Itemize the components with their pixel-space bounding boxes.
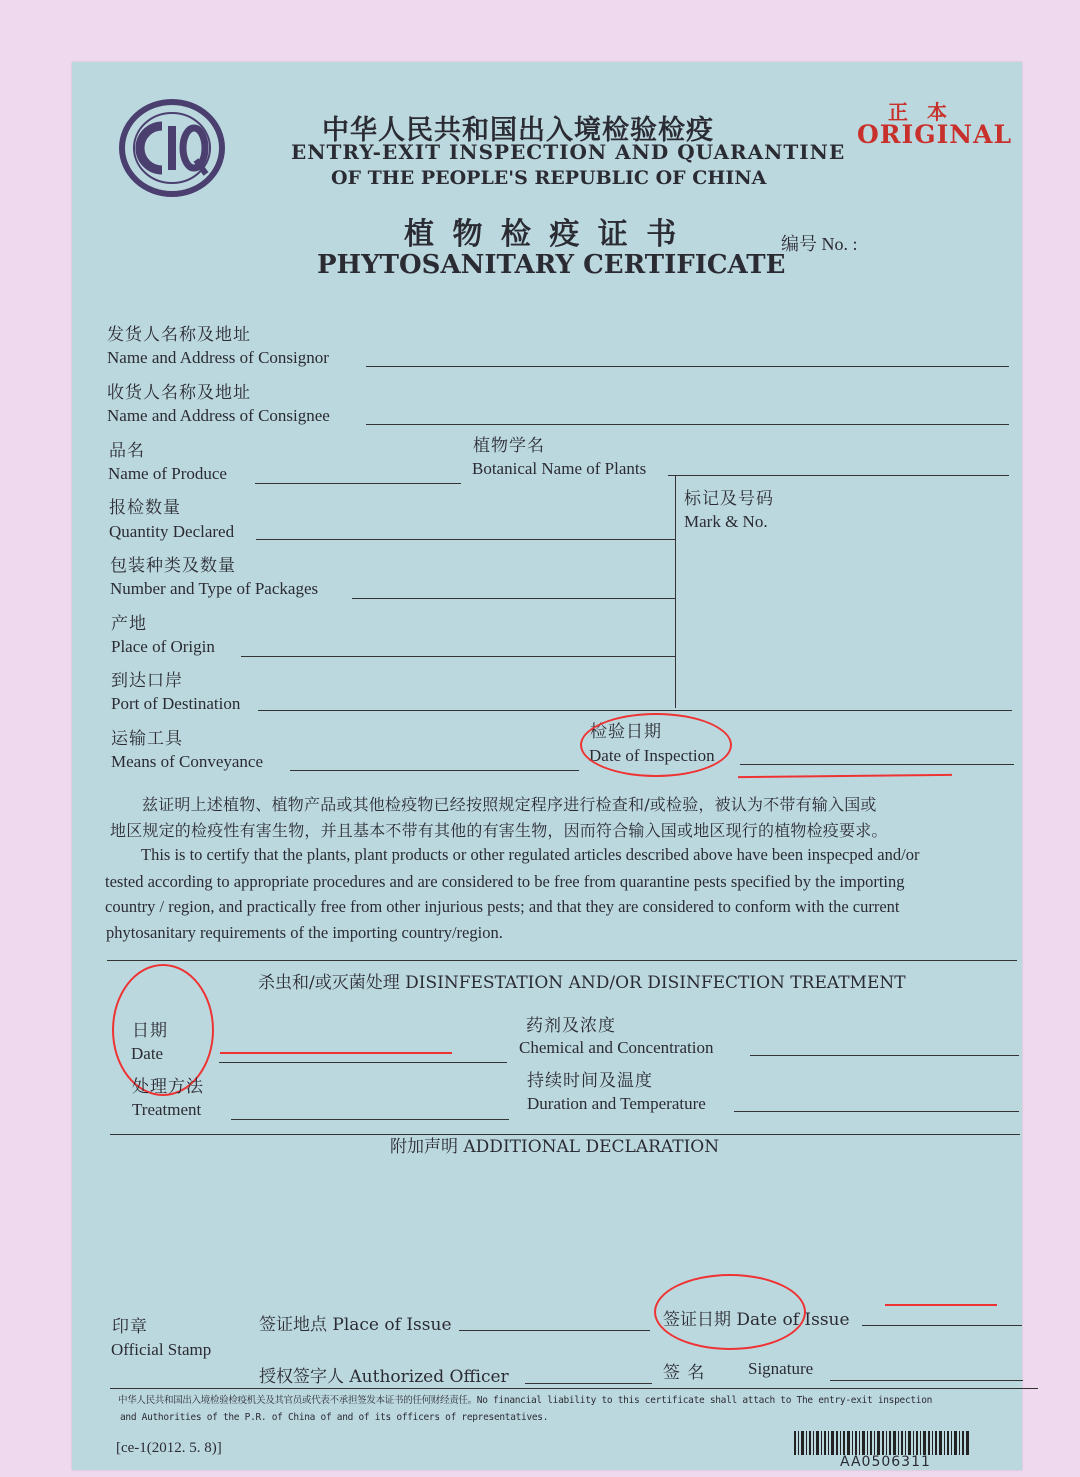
produce-label-en: Name of Produce bbox=[108, 464, 227, 483]
authority-en-1: ENTRY-EXIT INSPECTION AND QUARANTINE bbox=[291, 140, 846, 164]
quantity-label-en: Quantity Declared bbox=[109, 522, 235, 541]
origin-label-en: Place of Origin bbox=[111, 637, 215, 656]
conveyance-label-cn: 运输工具 bbox=[111, 729, 183, 749]
duration-field[interactable] bbox=[734, 1111, 1019, 1112]
origin-field[interactable] bbox=[241, 656, 675, 657]
consignee-field[interactable] bbox=[366, 424, 1009, 425]
original-en: ORIGINAL bbox=[857, 120, 1013, 149]
consignee-label-en: Name and Address of Consignee bbox=[107, 406, 330, 425]
red-underline-annotation bbox=[885, 1304, 997, 1306]
title-cn: 植 物 检 疫 证 书 bbox=[404, 217, 681, 252]
stamp-label-en: Official Stamp bbox=[111, 1340, 212, 1359]
conveyance-field[interactable] bbox=[290, 770, 579, 771]
botanical-label-en: Botanical Name of Plants bbox=[472, 459, 647, 478]
mark-label-en: Mark & No. bbox=[684, 512, 768, 531]
liability-line-2: and Authorities of the P.R. of China of and of its officers of representatives. bbox=[120, 1412, 549, 1423]
chemical-label-en: Chemical and Concentration bbox=[519, 1038, 714, 1057]
treatment-date-label-cn: 日期 bbox=[132, 1021, 168, 1041]
consignee-label-cn: 收货人名称及地址 bbox=[107, 383, 251, 403]
consignor-label-en: Name and Address of Consignor bbox=[107, 348, 329, 367]
place-of-issue-field[interactable] bbox=[459, 1330, 650, 1331]
mark-label-cn: 标记及号码 bbox=[684, 489, 774, 509]
stamp-label-cn: 印章 bbox=[112, 1317, 148, 1337]
treatment-date-label-en: Date bbox=[131, 1044, 164, 1063]
packages-label-cn: 包装种类及数量 bbox=[110, 556, 236, 576]
date-of-issue-label: 签证日期 Date of Issue bbox=[663, 1310, 850, 1330]
treatment-method-label-cn: 处理方法 bbox=[132, 1077, 204, 1097]
produce-field[interactable] bbox=[255, 483, 461, 484]
title-en: PHYTOSANITARY CERTIFICATE bbox=[317, 250, 786, 280]
origin-label-cn: 产地 bbox=[111, 614, 147, 634]
certification-cn-line-1: 兹证明上述植物、植物产品或其他检疫物已经按照规定程序进行检查和/或检验，被认为不带有输入国或 bbox=[142, 795, 877, 814]
inspection-label-en: Date of Inspection bbox=[589, 746, 715, 765]
place-of-issue-label: 签证地点 Place of Issue bbox=[259, 1315, 452, 1335]
conveyance-label-en: Means of Conveyance bbox=[111, 752, 264, 771]
packages-field[interactable] bbox=[352, 598, 675, 599]
inspection-label-cn: 检验日期 bbox=[590, 722, 662, 742]
authorized-officer-field[interactable] bbox=[525, 1383, 652, 1384]
treatment-date-field[interactable] bbox=[219, 1062, 507, 1063]
certification-en-line-4: phytosanitary requirements of the importing country/region. bbox=[106, 923, 503, 942]
consignor-label-cn: 发货人名称及地址 bbox=[107, 325, 251, 345]
inspection-date-field[interactable] bbox=[740, 764, 1014, 765]
date-of-issue-field[interactable] bbox=[862, 1325, 1022, 1326]
signature-label-en: Signature bbox=[748, 1359, 814, 1378]
certificate-number-label: 编号 No. : bbox=[781, 234, 858, 254]
mark-box-left-border bbox=[675, 476, 676, 708]
destination-label-cn: 到达口岸 bbox=[111, 671, 183, 691]
original-cn: 正 本 bbox=[888, 100, 953, 124]
signature-field[interactable] bbox=[830, 1380, 1023, 1381]
botanical-label-cn: 植物学名 bbox=[473, 436, 545, 456]
certification-en-line-2: tested according to appropriate procedures and are considered to be free from quarantine pests specified by the importing bbox=[105, 872, 905, 891]
treatment-method-label-en: Treatment bbox=[132, 1100, 202, 1119]
treatment-method-field[interactable] bbox=[231, 1119, 509, 1120]
additional-declaration-heading: 附加声明 ADDITIONAL DECLARATION bbox=[390, 1137, 720, 1157]
consignor-field[interactable] bbox=[366, 366, 1009, 367]
quantity-label-cn: 报检数量 bbox=[109, 498, 181, 518]
destination-label-en: Port of Destination bbox=[111, 694, 241, 713]
red-circle-annotation bbox=[580, 713, 732, 777]
treatment-heading: 杀虫和/或灭菌处理 DISINFESTATION AND/OR DISINFECTION TREATMENT bbox=[258, 973, 906, 993]
authorized-officer-label: 授权签字人 Authorized Officer bbox=[259, 1367, 509, 1387]
liability-line-1: 中华人民共和国出入境检验检疫机关及其官员或代表不承担签发本证书的任何财经责任。No financial liability to this certificate shall attach to The entry-exit inspection bbox=[118, 1395, 933, 1406]
botanical-field[interactable] bbox=[668, 475, 1009, 476]
duration-label-en: Duration and Temperature bbox=[527, 1094, 706, 1113]
signature-label-cn: 签 名 bbox=[663, 1363, 706, 1383]
additional-declaration-area[interactable] bbox=[110, 1160, 1020, 1290]
certification-en-line-3: country / region, and practically free from other injurious pests; and that they are considered to conform with the current bbox=[105, 897, 900, 916]
divider-footer-top bbox=[110, 1388, 1038, 1389]
form-code: [ce-1(2012. 5. 8)] bbox=[116, 1440, 222, 1456]
duration-label-cn: 持续时间及温度 bbox=[527, 1071, 653, 1091]
red-circle-annotation bbox=[654, 1274, 806, 1350]
chemical-field[interactable] bbox=[750, 1055, 1019, 1056]
certification-en-line-1: This is to certify that the plants, plant products or other regulated articles described above have been inspecped and/or bbox=[141, 845, 920, 864]
ciq-logo bbox=[118, 98, 226, 198]
red-underline-annotation bbox=[220, 1052, 452, 1054]
packages-label-en: Number and Type of Packages bbox=[110, 579, 319, 598]
serial-number: AA0506311 bbox=[840, 1454, 931, 1470]
quantity-field[interactable] bbox=[256, 539, 675, 540]
divider-treatment-top bbox=[107, 960, 1017, 961]
destination-field[interactable] bbox=[258, 710, 1012, 711]
certification-cn-line-2: 地区规定的检疫性有害生物，并且基本不带有其他的有害生物，因而符合输入国或地区现行的植物检疫要求。 bbox=[110, 821, 888, 840]
chemical-label-cn: 药剂及浓度 bbox=[526, 1016, 616, 1036]
produce-label-cn: 品名 bbox=[109, 441, 145, 461]
barcode bbox=[794, 1431, 970, 1455]
authority-en-2: OF THE PEOPLE'S REPUBLIC OF CHINA bbox=[331, 167, 767, 189]
authority-cn: 中华人民共和国出入境检验检疫 bbox=[322, 115, 714, 146]
